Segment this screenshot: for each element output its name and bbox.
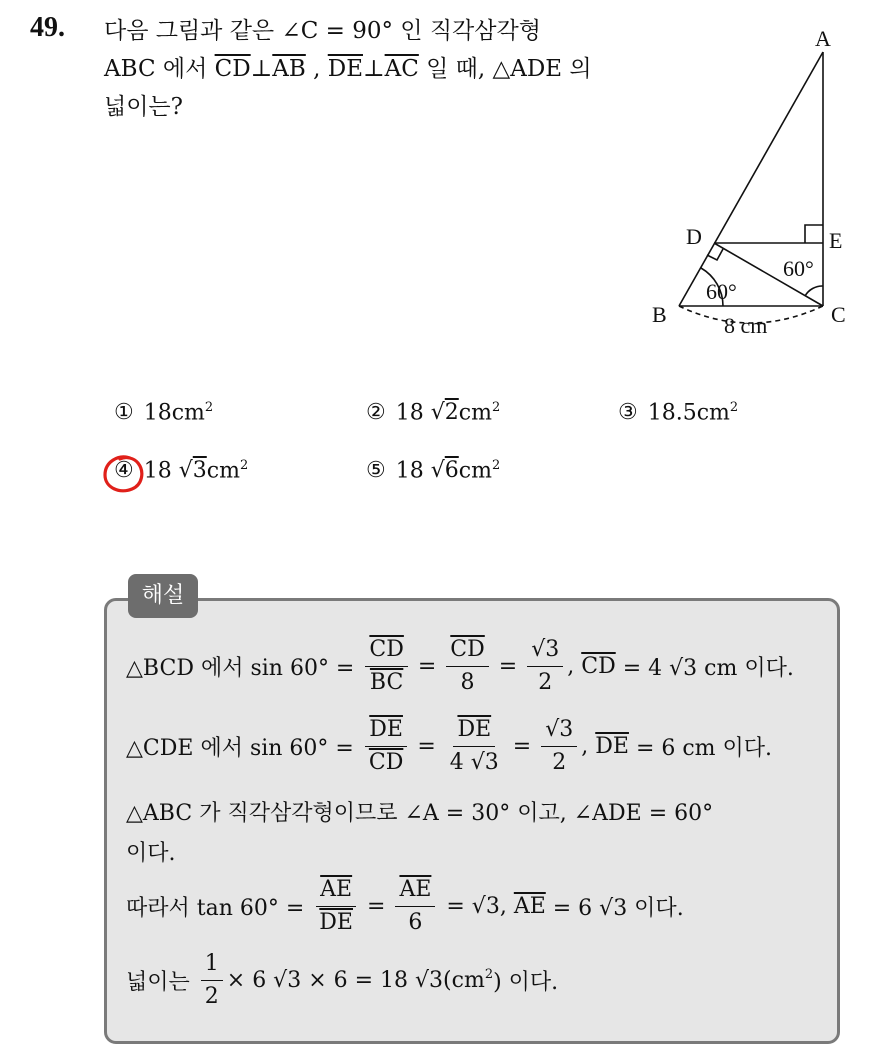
- denominator: 2: [552, 750, 567, 775]
- equals: =: [498, 654, 518, 679]
- radicand: 2: [444, 400, 459, 426]
- question-text: [104, 12, 644, 126]
- equals: =: [512, 734, 532, 759]
- angle-b-label: 60°: [706, 279, 737, 304]
- segment-de: $\overline{DE}$: [327, 56, 363, 82]
- comma: ,: [305, 56, 328, 82]
- denominator: 8: [460, 670, 475, 695]
- solution-badge: 해설: [128, 574, 198, 618]
- numerator: √3: [527, 636, 563, 667]
- solution-text: = 4 √3 cm 이다.: [615, 656, 794, 681]
- unit: cm: [458, 458, 492, 484]
- fraction: [365, 716, 407, 777]
- choice-1[interactable]: [114, 400, 213, 425]
- choice-marker: ①: [114, 400, 134, 426]
- angle-c-label: 60°: [783, 256, 814, 281]
- solution-text: = 6 cm 이다.: [628, 736, 773, 761]
- radical-sign: √: [430, 458, 445, 484]
- choice-2[interactable]: [366, 400, 500, 425]
- solution-text: = 6 √3 이다.: [545, 896, 684, 921]
- solution-line-6: [126, 950, 558, 1011]
- numerator: $\overline{DE}$: [365, 716, 407, 747]
- solution-text: 넓이는: [126, 970, 190, 995]
- question-line-3: 넓이는?: [104, 94, 183, 120]
- fraction: [446, 716, 503, 777]
- right-angle-mark-d: [707, 249, 723, 260]
- choice-3[interactable]: [618, 400, 738, 425]
- fraction: [365, 636, 407, 697]
- solution-text: ,: [581, 734, 596, 759]
- radicand: 3: [192, 458, 207, 484]
- choice-5[interactable]: [366, 458, 500, 483]
- fraction: [446, 636, 488, 697]
- denominator: BC: [369, 670, 404, 695]
- choice-marker: ②: [366, 400, 386, 426]
- question-text-part: ABC 에서: [104, 56, 215, 82]
- unit: cm: [458, 400, 492, 426]
- solution-text: 따라서 tan 60° =: [126, 896, 305, 921]
- choice-marker: ⑤: [366, 458, 386, 484]
- triangle-diagram: [640, 20, 860, 340]
- exponent: 2: [491, 400, 501, 415]
- sqrt: [431, 400, 459, 425]
- equals: =: [417, 734, 436, 759]
- segment-cd: $\overline{CD}$: [214, 56, 251, 82]
- choice-value: 18cm: [143, 400, 205, 426]
- unit: cm: [206, 458, 240, 484]
- angle-arc-c: [805, 286, 823, 296]
- base-length-label: 8 cm: [724, 313, 768, 338]
- equals: =: [367, 894, 386, 919]
- solution-line-2: [126, 716, 772, 777]
- sqrt: [431, 458, 459, 483]
- question-number: 49.: [30, 12, 65, 43]
- denominator: 6: [408, 910, 423, 935]
- radical-sign: √: [178, 458, 193, 484]
- numerator: $\overline{DE}$: [453, 716, 495, 747]
- segment-de: $\overline{DE}$: [595, 734, 629, 759]
- exponent: 2: [484, 967, 494, 983]
- solution-line-4: 이다.: [126, 841, 176, 866]
- vertex-b-label: B: [652, 302, 667, 327]
- denominator: 2: [538, 670, 553, 695]
- denominator: 4 √3: [449, 750, 499, 775]
- fraction: [541, 716, 577, 777]
- exponent: 2: [491, 458, 501, 473]
- denominator: DE: [319, 910, 353, 935]
- choice-value: 18: [143, 458, 179, 484]
- solution-text: ) 이다.: [493, 970, 559, 995]
- fraction: [315, 876, 357, 937]
- choice-marker: ④: [114, 458, 134, 484]
- exponent: 2: [239, 458, 249, 473]
- solution-text: △CDE 에서 sin 60° =: [126, 736, 354, 761]
- vertex-a-label: A: [815, 26, 831, 51]
- numerator: $\overline{CD}$: [365, 636, 407, 667]
- radicand: 6: [444, 458, 459, 484]
- denominator: CD: [368, 750, 404, 775]
- solution-line-3: △ABC 가 직각삼각형이므로 ∠A = 30° 이고, ∠ADE = 60°: [126, 801, 714, 826]
- vertex-c-label: C: [831, 302, 846, 327]
- solution-text: △BCD 에서 sin 60° =: [126, 656, 355, 681]
- solution-text: = √3,: [439, 894, 514, 919]
- numerator: √3: [541, 716, 577, 747]
- exponent: 2: [204, 400, 214, 415]
- solution-text: ,: [567, 654, 582, 679]
- numerator: 1: [201, 950, 223, 981]
- choice-value: 18: [395, 400, 431, 426]
- perp-symbol: ⊥: [362, 56, 385, 82]
- choice-marker: ③: [618, 400, 638, 426]
- sqrt: [179, 458, 207, 483]
- perp-symbol: ⊥: [250, 56, 273, 82]
- solution-line-1: [126, 636, 794, 697]
- exponent: 2: [729, 400, 739, 415]
- numerator: $\overline{AE}$: [395, 876, 435, 907]
- numerator: $\overline{CD}$: [446, 636, 488, 667]
- segment-cd: $\overline{CD}$: [581, 654, 616, 679]
- selected-answer-circle: [100, 452, 148, 498]
- numerator: $\overline{AE}$: [316, 876, 356, 907]
- solution-line-5: [126, 876, 684, 937]
- right-angle-mark-e: [805, 225, 823, 243]
- fraction: [527, 636, 563, 697]
- question-line-2: [104, 50, 644, 88]
- radical-sign: √: [430, 400, 445, 426]
- choice-value: 18.5cm: [647, 400, 730, 426]
- question-line-1: 다음 그림과 같은 ∠C = 90° 인 직각삼각형: [104, 18, 541, 44]
- segment-ae: $\overline{AE}$: [513, 894, 546, 919]
- choice-value: 18: [395, 458, 431, 484]
- fraction: [201, 950, 223, 1011]
- vertex-e-label: E: [829, 228, 843, 253]
- solution-text: × 6 √3 × 6 = 18 √3(cm: [226, 968, 485, 993]
- question-text-part: 일 때, △ADE 의: [418, 56, 592, 82]
- denominator: 2: [204, 984, 219, 1009]
- equals: =: [417, 654, 437, 679]
- segment-ab: $\overline{AB}$: [272, 56, 306, 82]
- vertex-d-label: D: [686, 224, 702, 249]
- fraction: [395, 876, 435, 937]
- segment-ac: $\overline{AC}$: [384, 56, 419, 82]
